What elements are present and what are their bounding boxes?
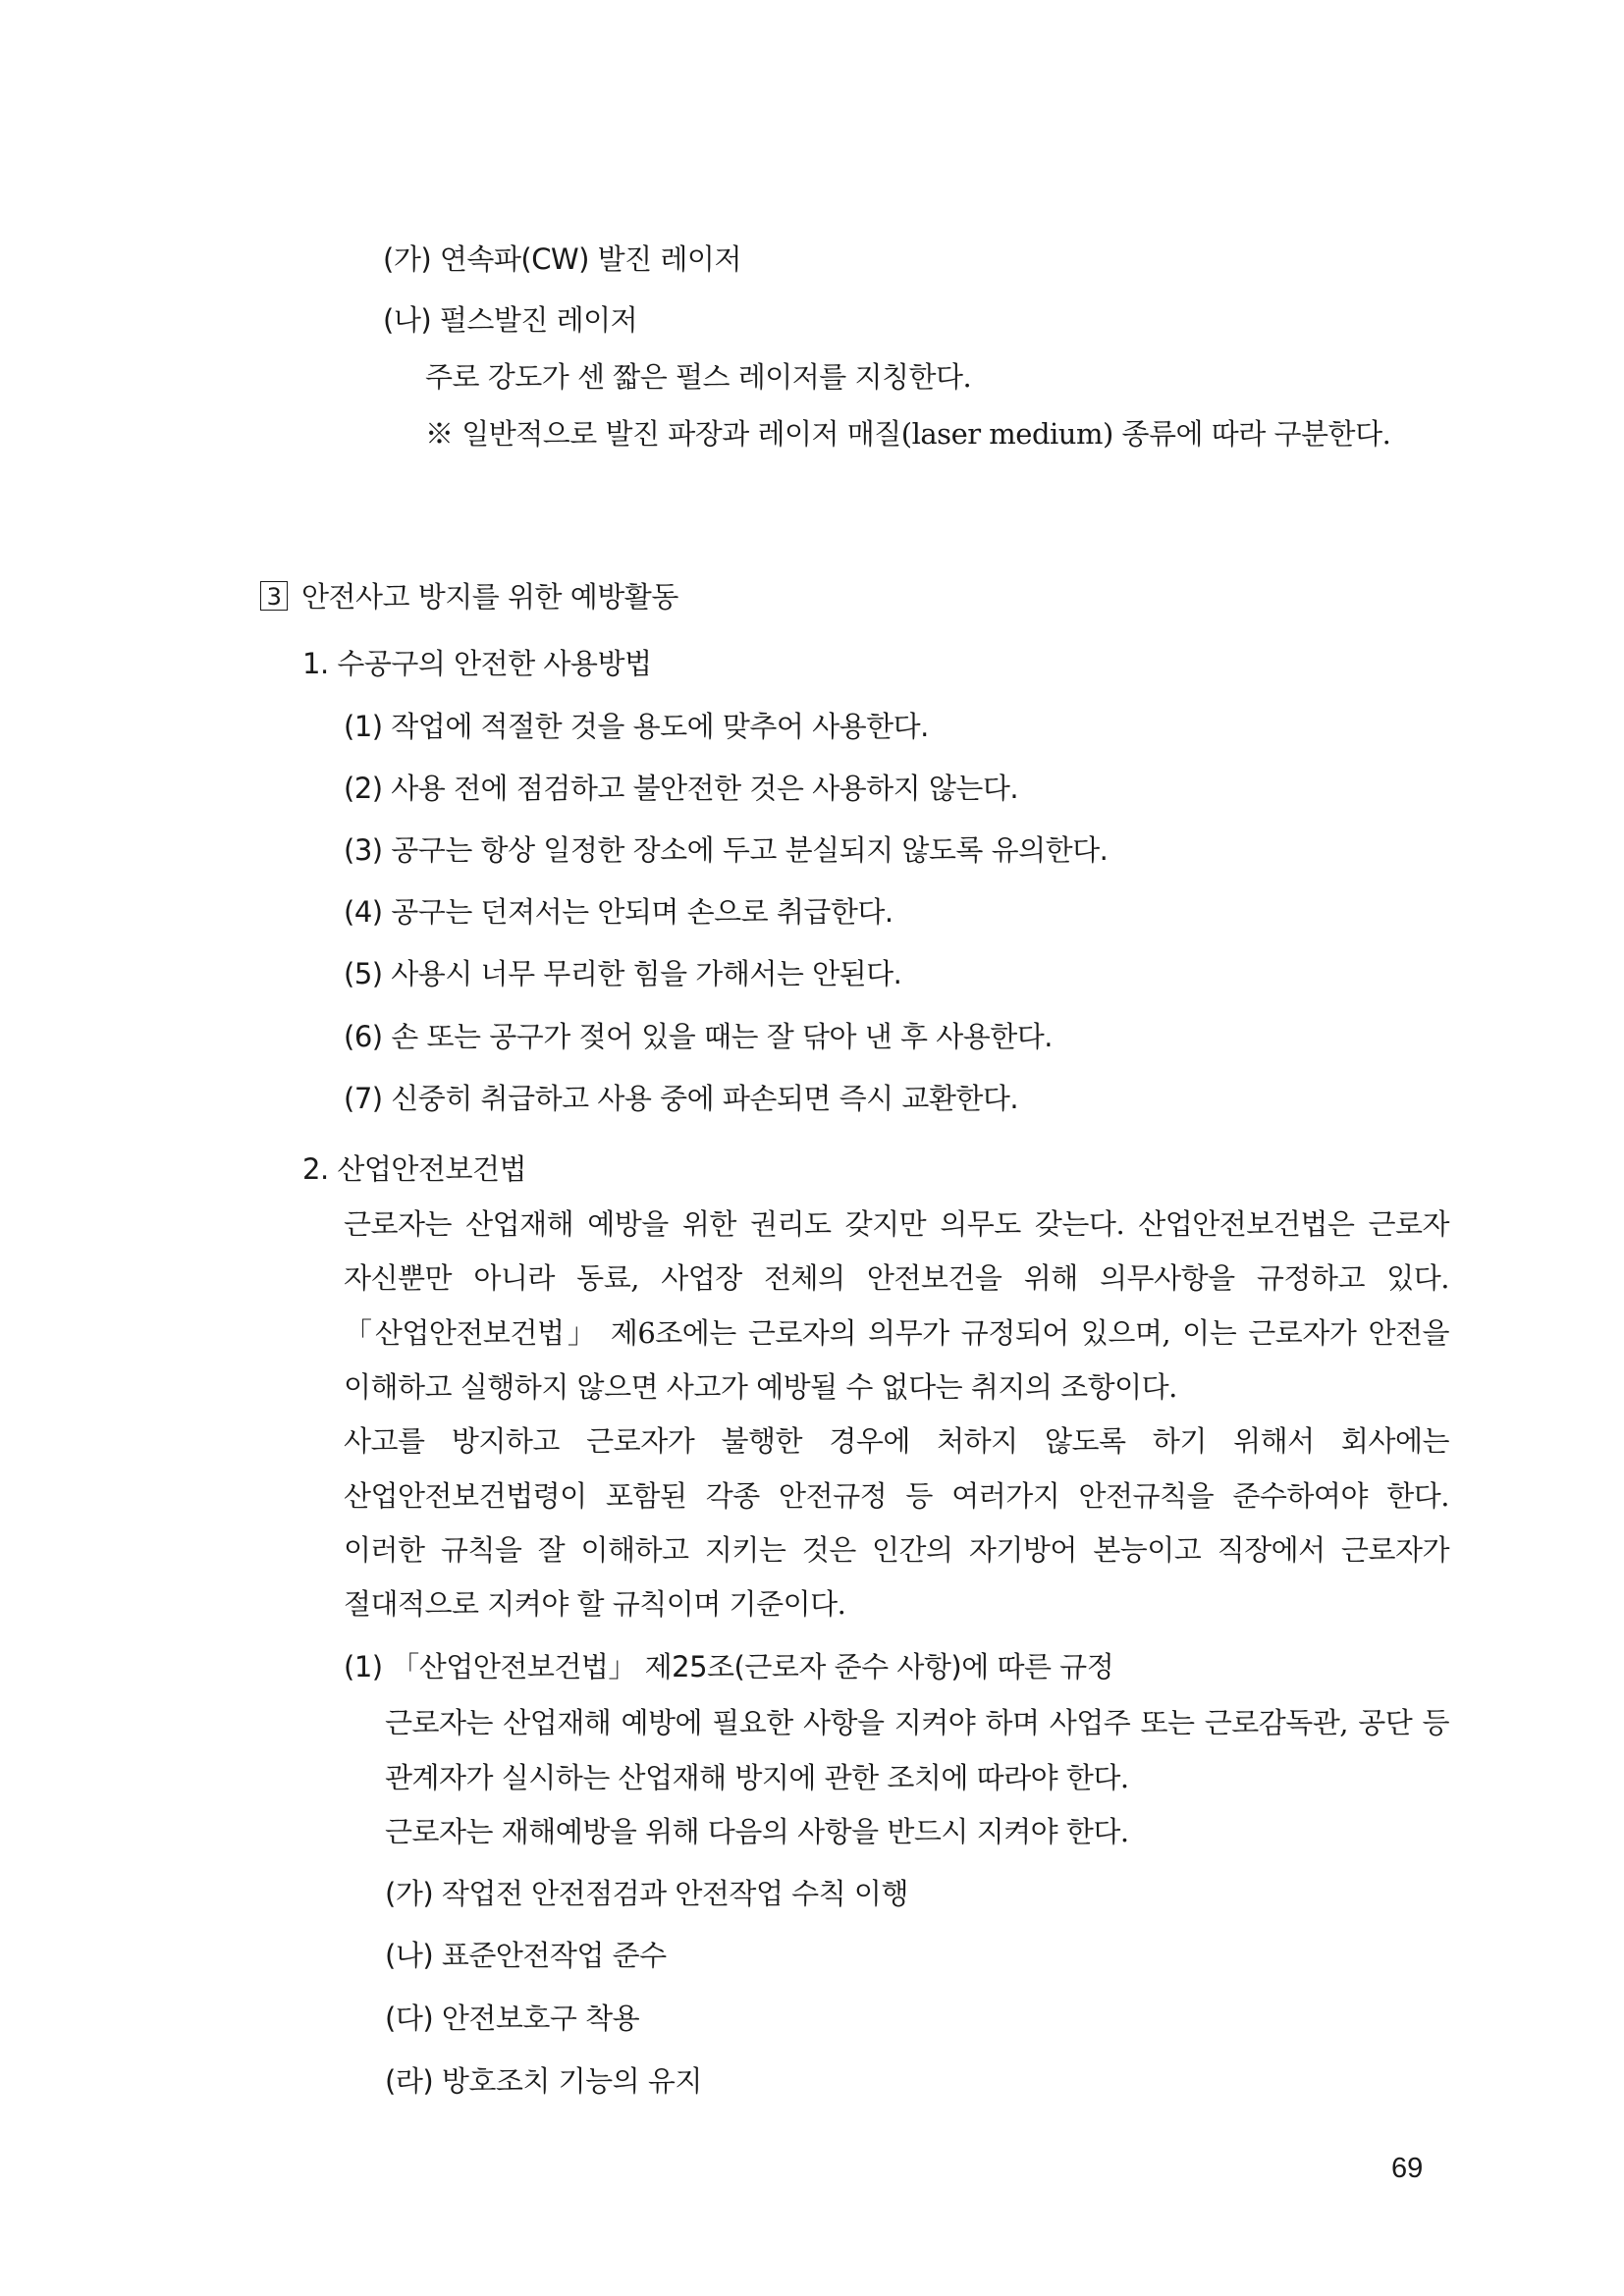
section-title: 안전사고 방지를 위한 예방활동 bbox=[301, 580, 678, 614]
subsection-heading-hand-tools: 1. 수공구의 안전한 사용방법 bbox=[302, 647, 652, 680]
list-item: (1) 작업에 적절한 것을 용도에 맞추어 사용한다. bbox=[344, 710, 929, 743]
laser-classification-note: ※ 일반적으로 발진 파장과 레이저 매질(laser medium) 종류에 따라 구분한다. bbox=[425, 417, 1391, 451]
paragraph-line: 「산업안전보건법」 제6조에는 근로자의 의무가 규정되어 있으며, 이는 근로자가 안전을 bbox=[344, 1316, 1449, 1350]
item-ga-cw-laser: (가) 연속파(CW) 발진 레이저 bbox=[383, 242, 741, 276]
page-number: 69 bbox=[1391, 2153, 1424, 2184]
item-heading-article25: (1) 「산업안전보건법」 제25조(근로자 준수 사항)에 따른 규정 bbox=[344, 1650, 1114, 1683]
list-item: (6) 손 또는 공구가 젖어 있을 때는 잘 닦아 낸 후 사용한다. bbox=[344, 1020, 1053, 1053]
list-item: (5) 사용시 너무 무리한 힘을 가해서는 안된다. bbox=[344, 957, 902, 990]
list-item: (4) 공구는 던져서는 안되며 손으로 취급한다. bbox=[344, 895, 893, 929]
paragraph-line: 절대적으로 지켜야 할 규칙이며 기준이다. bbox=[344, 1587, 846, 1621]
paragraph-line: 자신뿐만 아니라 동료, 사업장 전체의 안전보건을 위해 의무사항을 규정하고 있다. bbox=[344, 1261, 1449, 1295]
paragraph-line: 이해하고 실행하지 않으면 사고가 예방될 수 없다는 취지의 조항이다. bbox=[344, 1370, 1177, 1404]
section-heading bbox=[260, 575, 678, 615]
section-number-box: 3 bbox=[260, 581, 288, 611]
paragraph-line: 산업안전보건법령이 포함된 각종 안전규정 등 여러가지 안전규칙을 준수하여야 한다. bbox=[344, 1479, 1449, 1513]
paragraph-line: 근로자는 산업재해 예방에 필요한 사항을 지켜야 하며 사업주 또는 근로감독관, 공단 등 bbox=[385, 1706, 1449, 1739]
list-item: (나) 표준안전작업 준수 bbox=[385, 1939, 667, 1972]
list-item: (다) 안전보호구 착용 bbox=[385, 2002, 640, 2035]
pulse-laser-description: 주로 강도가 센 짧은 펄스 레이저를 지칭한다. bbox=[425, 360, 972, 394]
list-item: (가) 작업전 안전점검과 안전작업 수칙 이행 bbox=[385, 1877, 908, 1910]
list-item: (7) 신중히 취급하고 사용 중에 파손되면 즉시 교환한다. bbox=[344, 1082, 1019, 1115]
paragraph-line: 이러한 규칙을 잘 이해하고 지키는 것은 인간의 자기방어 본능이고 직장에서 근로자가 bbox=[344, 1533, 1449, 1567]
item-na-pulse-laser: (나) 펄스발진 레이저 bbox=[383, 303, 638, 337]
list-item: (2) 사용 전에 점검하고 불안전한 것은 사용하지 않는다. bbox=[344, 772, 1019, 805]
paragraph-line: 근로자는 산업재해 예방을 위한 권리도 갖지만 의무도 갖는다. 산업안전보건법은 근로자 bbox=[344, 1207, 1449, 1241]
paragraph-line: 관계자가 실시하는 산업재해 방지에 관한 조치에 따라야 한다. bbox=[385, 1761, 1129, 1794]
subsection-heading-safety-law: 2. 산업안전보건법 bbox=[302, 1152, 526, 1186]
paragraph-line: 근로자는 재해예방을 위해 다음의 사항을 반드시 지켜야 한다. bbox=[385, 1815, 1129, 1848]
paragraph-line: 사고를 방지하고 근로자가 불행한 경우에 처하지 않도록 하기 위해서 회사에는 bbox=[344, 1424, 1449, 1458]
list-item: (라) 방호조치 기능의 유지 bbox=[385, 2064, 702, 2098]
list-item: (3) 공구는 항상 일정한 장소에 두고 분실되지 않도록 유의한다. bbox=[344, 833, 1109, 867]
